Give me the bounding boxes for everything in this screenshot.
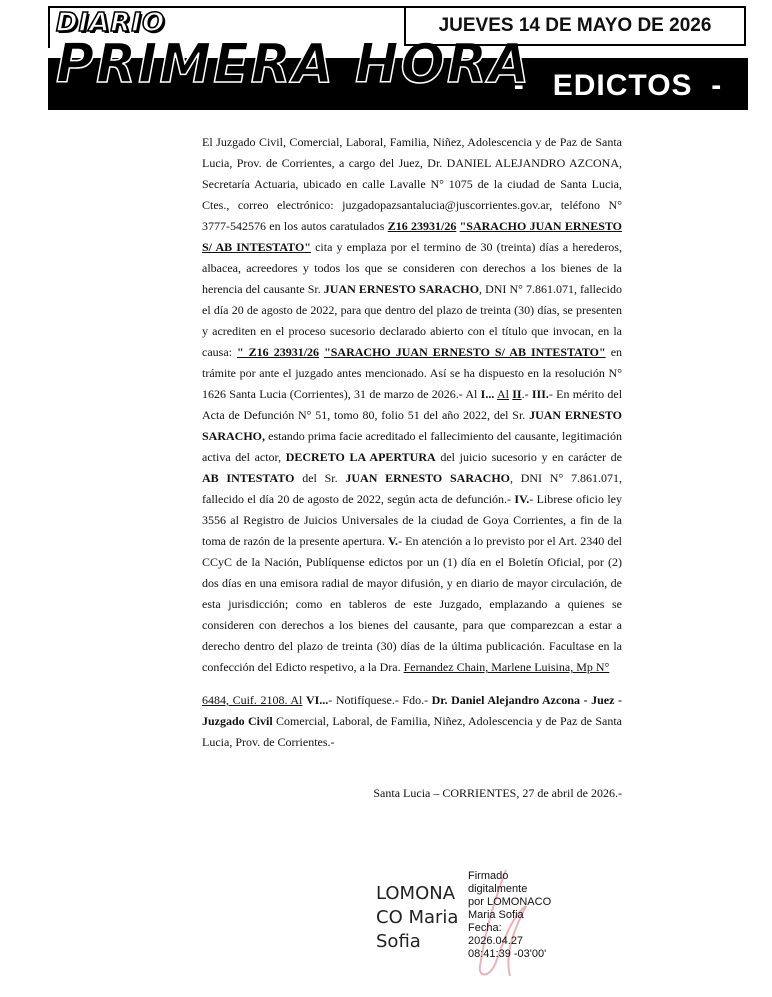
signature-info bbox=[468, 870, 551, 961]
text: - En mérito del Acta de Defunción N° 51, tomo 80, folio 51 del año 2022, del Sr. bbox=[202, 387, 623, 422]
text: del juicio sucesorio y en carácter de bbox=[435, 450, 623, 464]
edict-paragraph-2 bbox=[202, 690, 622, 753]
signature-info-line: por LOMONACO bbox=[468, 896, 552, 908]
deceased-name-3: JUAN ERNESTO SARACHO bbox=[345, 471, 510, 485]
issue-date: JUEVES 14 DE MAYO DE 2026 bbox=[404, 6, 746, 46]
signer-name-line: LOMONA bbox=[376, 883, 456, 904]
text: , DNI N° 7.861.071, fallecido el día 20 de agosto de 2022, para que dentro del plazo de treinta (30) días, se presenten y acrediten en el proceso sucesorio declarado abierto con el título que invocan, en la causa: bbox=[202, 282, 622, 359]
decree: DECRETO LA APERTURA bbox=[285, 450, 436, 464]
case-title-2: "SARACHO JUAN ERNESTO S/ AB INTESTATO" bbox=[324, 345, 606, 359]
place-and-date: Santa Lucia – CORRIENTES, 27 de abril de 2026.- bbox=[373, 786, 622, 800]
text: en trámite por ante el juzgado antes mencionado. Así se ha dispuesto en la resolución N° 1626 Santa Lucia (Corrientes), 31 de marzo de 2026.- Al bbox=[202, 345, 623, 401]
deceased-name-2: JUAN ERNESTO SARACHO, bbox=[202, 408, 622, 443]
signature-info-line: 08:41:39 -03'00' bbox=[468, 948, 547, 960]
section-v: V. bbox=[387, 534, 399, 548]
edict-paragraph-1 bbox=[202, 132, 622, 678]
case-title: "SARACHO JUAN ERNESTO S/ AB INTESTATO" bbox=[202, 219, 623, 254]
text: Comercial, Laboral, de Familia, Niñez, Adolescencia y de Paz de Santa Lucia, Prov. de Corrientes.- bbox=[202, 714, 622, 749]
section-iv: IV. bbox=[514, 492, 530, 506]
text: El Juzgado Civil, Comercial, Laboral, Familia, Niñez, Adolescencia y de Paz de Santa Lucia, Prov. de Corrientes, a cargo del Juez, Dr. DANIEL ALEJANDRO AZCONA, Secretaría Actuaria, ubicado en calle Lavalle N° 1075 de la ciudad de Santa Lucia, Ctes., correo electrónico: juzgadopazsantalucia@juscorrientes.gov.ar, teléfono N° 3777-542576 en los autos caratulados bbox=[202, 135, 622, 233]
logo-diario: DIARIO bbox=[56, 8, 166, 38]
signature-info-line: Maria Sofia bbox=[468, 909, 524, 921]
text: del Sr. bbox=[294, 471, 346, 485]
text: cita y emplaza por el termino de 30 (treinta) días a herederos, albacea, acreedores y todos los que se consideren con derechos a los bienes de la herencia del causante Sr. bbox=[202, 240, 622, 296]
signature-info-line: Fecha: bbox=[468, 922, 502, 934]
text: - Librese oficio ley 3556 al Registro de Juicios Universales de la ciudad de Goya Corrientes, a fin de la toma de razón de la presente apertura. bbox=[202, 492, 622, 548]
paragraph-gap bbox=[202, 678, 622, 690]
text-al: Al bbox=[496, 387, 509, 401]
signature-info-line: digitalmente bbox=[468, 883, 528, 895]
case-number: Z16 23931/26 bbox=[387, 219, 457, 233]
signature-info-line: 2026.04.27 bbox=[468, 935, 524, 947]
section-title: - EDICTOS - bbox=[513, 69, 723, 102]
section-ii: II bbox=[512, 387, 522, 401]
signer-name-line: Sofia bbox=[376, 931, 421, 952]
text: - Notifíquese.- Fdo.- bbox=[328, 693, 432, 707]
section-vi: VI... bbox=[305, 693, 329, 707]
masthead bbox=[48, 6, 748, 110]
signature-info-line: Firmado bbox=[468, 870, 509, 882]
logo-primera-hora: PRIMERA HORA bbox=[56, 32, 532, 96]
ab-intestato: AB INTESTATO bbox=[202, 471, 295, 485]
text: estando prima facie acreditado el fallecimiento del causante, legitimación activa del actor, bbox=[202, 429, 622, 464]
case-number-2: " Z16 23931/26 bbox=[237, 345, 320, 359]
deceased-name: JUAN ERNESTO SARACHO bbox=[323, 282, 480, 296]
signer-name-line: CO Maria bbox=[376, 907, 459, 928]
digital-signature bbox=[376, 870, 636, 980]
lawyer-name: Fernandez Chain, Marlene Luisina, Mp N° bbox=[403, 660, 610, 674]
lawyer-registration: 6484, Cuif. 2108. Al bbox=[202, 693, 303, 707]
section-i: I... bbox=[480, 387, 495, 401]
text: , DNI N° 7.861.071, fallecido el día 20 de agosto de 2022, según acta de defunción.- bbox=[202, 471, 623, 506]
edict-body bbox=[202, 132, 622, 753]
judge-signature: Dr. Daniel Alejandro Azcona - Juez - Juzgado Civil bbox=[202, 693, 623, 728]
text: .- bbox=[521, 387, 532, 401]
signer-name bbox=[376, 882, 458, 954]
text: - En atención a lo previsto por el Art. 2340 del CCyC de la Nación, Publíquense edictos por un (1) día en el Boletín Oficial, por (2) dos días en una emisora radial de mayor difusión, y en diario de mayor circulación, de esta jurisdicción; como en tableros de este Juzgado, emplazando a quienes se consideren con derechos a los bienes del causante, para que comparezcan a estar a derecho dentro del plazo de treinta (30) días de la última publicación. Facultase en la confección del Edicto respetivo, a la Dra. bbox=[202, 534, 622, 674]
section-iii: III. bbox=[531, 387, 549, 401]
